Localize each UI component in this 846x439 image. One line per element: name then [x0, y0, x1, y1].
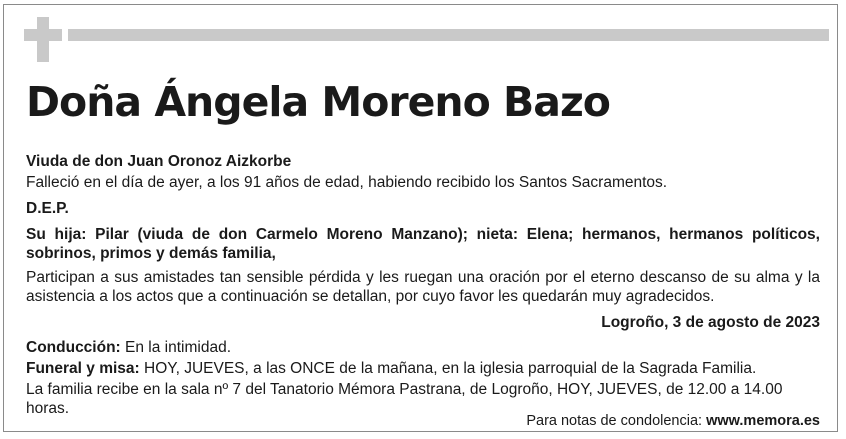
- family-paragraph: Su hija: Pilar (viuda de don Carmelo Moreno Manzano); nieta: Elena; hermanos, hermanos políticos, sobrinos, primos y demás familia,: [26, 226, 820, 262]
- funeral-line: [26, 359, 820, 378]
- conduction-text: En la intimidad.: [120, 339, 231, 356]
- funeral-label: Funeral y misa:: [26, 360, 140, 377]
- cross-horizontal-bar: [24, 29, 62, 41]
- death-line: Falleció en el día de ayer, a los 91 años de edad, habiendo recibido los Santos Sacramentos.: [26, 174, 668, 191]
- place-date: Logroño, 3 de agosto de 2023: [601, 314, 820, 331]
- cross-icon: [24, 17, 62, 62]
- funeral-text: HOY, JUEVES, a las ONCE de la mañana, en la iglesia parroquial de la Sagrada Familia.: [139, 360, 757, 377]
- announcement-paragraph: Participan a sus amistades tan sensible pérdida y les ruegan una oración por el eterno descanso de su alma y la asistencia a los actos que a continuación se detallan, por cuyo favor les quedarán muy agradecidos.: [26, 269, 820, 305]
- reception-paragraph: La familia recibe en la sala nº 7 del Tanatorio Mémora Pastrana, de Logroño, HOY, JUEVES, de 12.00 a 14.00 horas.: [26, 381, 783, 417]
- header-rule: [68, 29, 829, 41]
- condolence-label: Para notas de condolencia:: [526, 413, 707, 429]
- conduction-label: Conducción:: [26, 339, 121, 356]
- deceased-name: Doña Ángela Moreno Bazo: [26, 78, 610, 126]
- condolence-line: [26, 412, 820, 431]
- conduction-line: [26, 338, 820, 357]
- condolence-website-link[interactable]: www.memora.es: [706, 413, 820, 429]
- rip-line: D.E.P.: [26, 200, 69, 217]
- widow-line: Viuda de don Juan Oronoz Aizkorbe: [26, 153, 292, 170]
